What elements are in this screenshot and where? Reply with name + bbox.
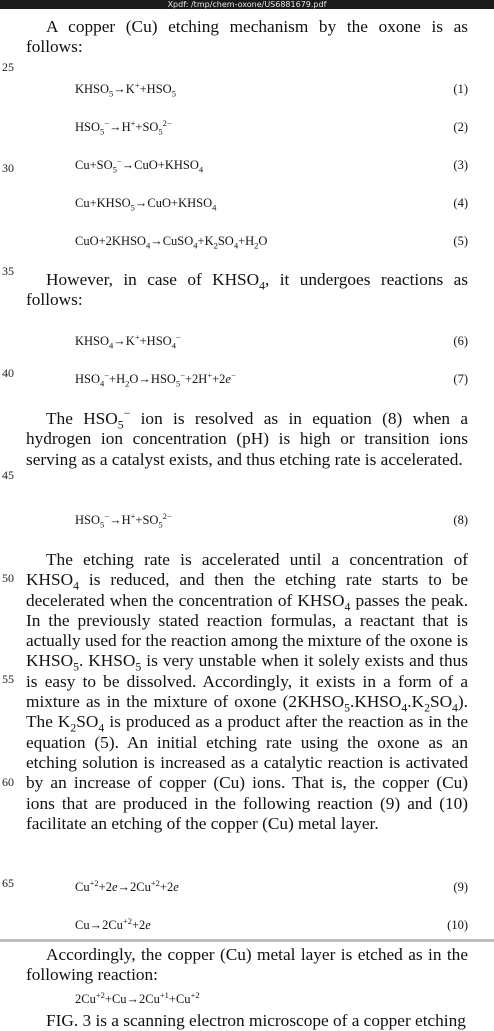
paragraph-intro: A copper (Cu) etching mechanism by the oxone is as follows: — [26, 17, 468, 57]
paragraph-etching-rate: The etching rate is accelerated until a concentration of $KHSO_4$ is reduced, and then the etching rate starts to be decelerated when the concentration of $KHSO_4$ passes the peak. In the previously stated reaction formulas, a reactant that is actually used for the reaction among the mixture of the oxone is $KHSO_5$. $KHSO_5$ is very unstable when it solely exists and thus is easy to be dissolved. Accordingly, it exists in a form of a mixture as in the mixture of oxone $(2KHSO_5.KHSO_4.K_2SO_4)$. The $K_2SO_4$ is produced as a product after the reaction as in the equation (5). An initial etching rate using the oxone as an etching solution is increased as a catalytic reaction is activated by an increase of copper (Cu) ions. That is, the copper (Cu) ions that are produced in the following reaction (9) and (10) facilitate an etching of the copper (Cu) metal layer. — [26, 550, 469, 833]
line-number: 25 — [2, 60, 14, 74]
paragraph-khso4: However, in case of $KHSO_4$, it undergoes reactions as follows: — [26, 270, 468, 310]
equation-number: (4) — [453, 196, 468, 210]
equation-number: (1) — [453, 82, 468, 96]
equation-formula: $Cu+SO_5^-\to CuO+KHSO_4$ — [75, 155, 204, 175]
equation-formula: $Cu+KHSO_5\to CuO+KHSO_4$ — [75, 196, 217, 213]
equation-number: (3) — [453, 158, 468, 172]
equation-formula: $Cu\to 2Cu^{+2}+2e$ — [75, 915, 151, 932]
equation-formula: $KHSO_5\to K^++HSO_5$ — [75, 79, 176, 99]
line-number: 65 — [2, 876, 14, 890]
equation-number: (2) — [453, 120, 468, 134]
equation-formula: $Cu^{+2}+2e\to 2Cu^{+2}+2e$ — [75, 877, 179, 894]
window-title-bar: Xpdf: /tmp/chem-oxone/US6881679.pdf — [0, 0, 494, 9]
equation-formula: $CuO+2KHSO_4\to CuSO_4+K_2SO_4+H_2O$ — [75, 234, 268, 251]
equation-number: (9) — [453, 880, 468, 894]
line-number: 40 — [2, 366, 14, 380]
cut-off-text-line: FIG. 3 is a scanning electron microscope of a copper etching — [46, 1011, 466, 1030]
equation-formula: $KHSO_4\to K^++HSO_4^-$ — [75, 331, 181, 351]
equation-number: (8) — [453, 513, 468, 527]
equation-formula: $HSO_5^-\to H^++SO_5^{2-}$ — [75, 510, 172, 530]
line-number: 45 — [2, 468, 14, 482]
equation-number: (6) — [453, 334, 468, 348]
line-number: 55 — [2, 672, 14, 686]
line-number: 30 — [2, 161, 14, 175]
line-number: 35 — [2, 264, 14, 278]
equation-number: (10) — [447, 918, 468, 932]
line-number: 50 — [2, 571, 14, 585]
paragraph-copper-layer: Accordingly, the copper (Cu) metal layer is etched as in the following reaction: — [26, 945, 468, 985]
equation-formula: $HSO_5^-\to H^++SO_5^{2-}$ — [75, 117, 172, 137]
equation-number: (5) — [453, 234, 468, 248]
line-number: 60 — [2, 775, 14, 789]
equation-number: (7) — [453, 372, 468, 386]
equation-formula: $2Cu^{+2}+Cu\to 2Cu^{+1}+Cu^{+2}$ — [75, 989, 200, 1006]
page-separator — [0, 939, 494, 942]
equation-formula: $HSO_4^-+H_2O\to HSO_5^-+2H^++2e^-$ — [75, 369, 236, 389]
paragraph-hso5-ion: The $HSO_5^-$ ion is resolved as in equation (8) when a hydrogen ion concentration (pH) is high or transition ions serving as a catalyst exists, and thus etching rate is accelerated. — [26, 407, 468, 469]
